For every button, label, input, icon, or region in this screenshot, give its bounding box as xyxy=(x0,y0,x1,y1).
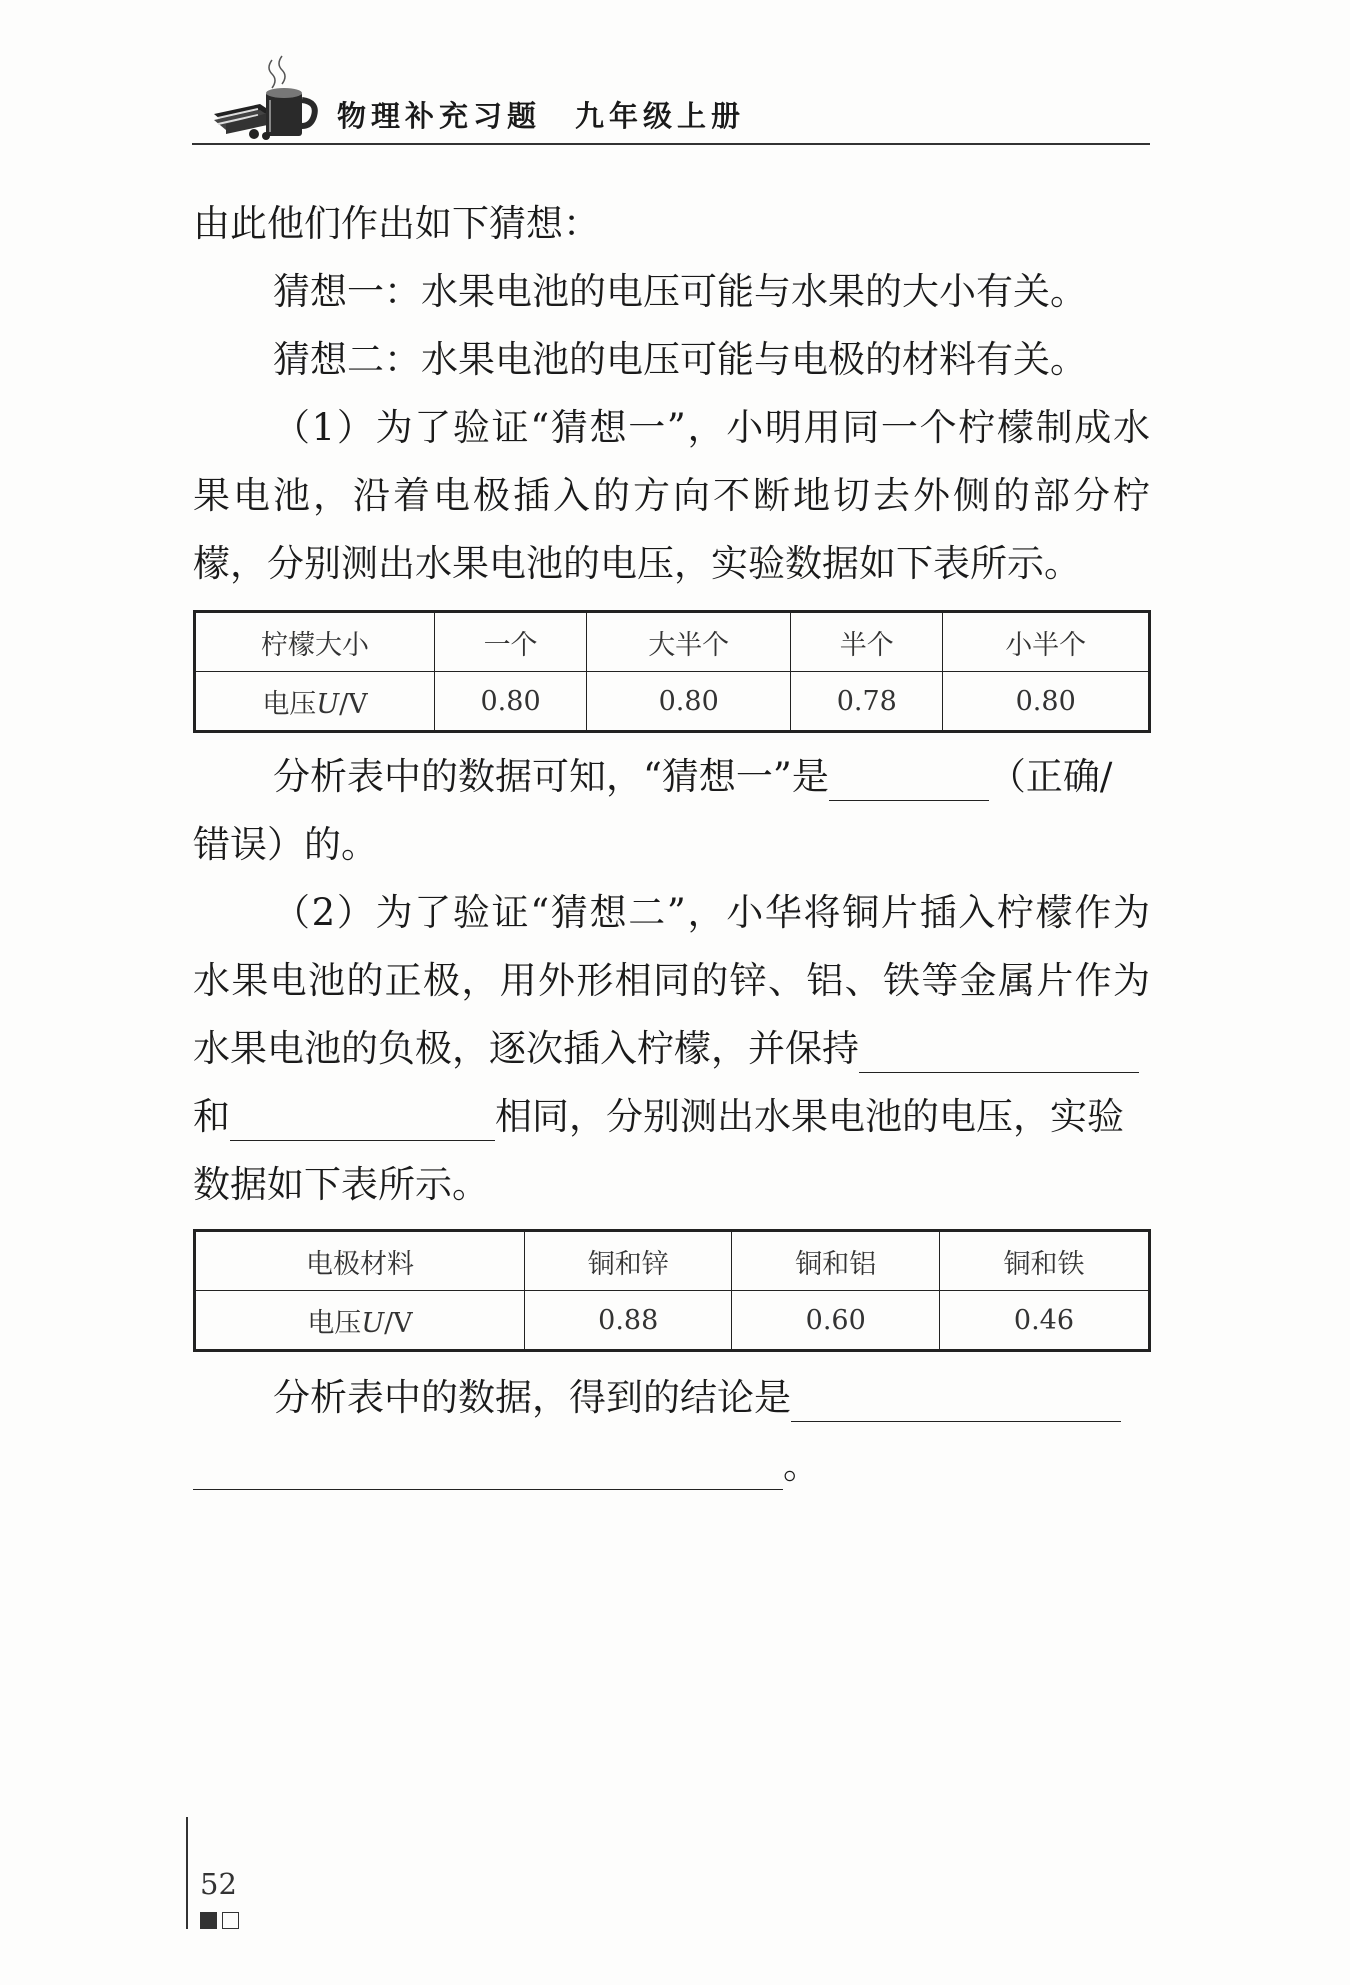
conclusion-line xyxy=(193,1364,1150,1432)
table-cell: 0.80 xyxy=(943,672,1150,732)
row-label-prefix: 电压 xyxy=(307,1307,362,1339)
question-text-after: （正确/ xyxy=(988,755,1113,798)
part2-line-4 xyxy=(193,1083,1150,1151)
question-text: 分析表中的数据可知，“猜想一”是 xyxy=(273,755,829,798)
table-header-row xyxy=(195,612,1150,672)
page-header-title xyxy=(337,94,745,135)
answer-blank-3[interactable] xyxy=(230,1098,495,1141)
table-cell: 一个 xyxy=(435,612,587,672)
table-row-label xyxy=(195,1291,525,1351)
table-cell: 0.60 xyxy=(732,1291,939,1351)
part2-line-3 xyxy=(193,1015,1150,1083)
part2-line-4-end: 相同，分别测出水果电池的电压，实验 xyxy=(495,1095,1124,1138)
table-cell: 0.88 xyxy=(525,1291,732,1351)
part2-line-1: （2）为了验证“猜想二”，小华将铜片插入柠檬作为 xyxy=(273,891,1150,934)
table-cell: 铜和锌 xyxy=(525,1231,732,1291)
grade-label: 九年级上册 xyxy=(575,99,746,133)
table-cell: 0.80 xyxy=(587,672,791,732)
row-label-prefix: 电压 xyxy=(262,688,317,720)
row-label-unit: /V xyxy=(339,688,368,720)
part2-line-3-text: 水果电池的负极，逐次插入柠檬，并保持 xyxy=(193,1027,859,1070)
conclusion-prompt: 分析表中的数据，得到的结论是 xyxy=(273,1376,791,1419)
header-rule xyxy=(192,143,1150,145)
page-footer xyxy=(186,1817,266,1937)
intro-line: 由此他们作出如下猜想： xyxy=(193,202,600,245)
part1-question-line-2: 错误）的。 xyxy=(193,823,378,866)
part1-line-2: 果电池，沿着电极插入的方向不断地切去外侧的部分柠 xyxy=(193,474,1150,517)
conclusion-end: 。 xyxy=(783,1444,820,1487)
part2-line-5: 数据如下表所示。 xyxy=(193,1163,489,1206)
filled-square-icon xyxy=(200,1912,217,1929)
books-and-mug-icon xyxy=(210,52,330,140)
table-row xyxy=(195,672,1150,732)
answer-blank-1[interactable] xyxy=(829,758,989,801)
part1-question xyxy=(193,743,1150,811)
table-cell: 电极材料 xyxy=(195,1231,525,1291)
table-cell: 大半个 xyxy=(587,612,791,672)
table-header-row xyxy=(195,1231,1150,1291)
table-cell: 铜和铁 xyxy=(939,1231,1149,1291)
row-label-var: U xyxy=(316,688,340,720)
exercise-body xyxy=(193,190,1150,1500)
part1-line-1: （1）为了验证“猜想一”，小明用同一个柠檬制成水 xyxy=(273,406,1150,449)
part1-line-3: 檬，分别测出水果电池的电压，实验数据如下表所示。 xyxy=(193,542,1081,585)
table-cell: 柠檬大小 xyxy=(195,612,435,672)
conclusion-line-2 xyxy=(193,1432,1150,1500)
row-label-unit: /V xyxy=(384,1307,413,1339)
empty-square-icon xyxy=(222,1912,239,1929)
answer-blank-2[interactable] xyxy=(859,1030,1139,1073)
lemon-size-table xyxy=(193,610,1151,733)
table-cell: 0.80 xyxy=(435,672,587,732)
row-label-var: U xyxy=(361,1307,385,1339)
hypothesis-2: 猜想二：水果电池的电压可能与电极的材料有关。 xyxy=(273,338,1087,381)
book-title: 物理补充习题 xyxy=(337,99,542,133)
electrode-material-table xyxy=(193,1229,1151,1352)
page-number: 52 xyxy=(200,1867,237,1901)
table-cell: 半个 xyxy=(791,612,943,672)
answer-blank-4[interactable] xyxy=(791,1379,1121,1422)
footer-rule xyxy=(186,1817,188,1929)
table-row xyxy=(195,1291,1150,1351)
hypothesis-1: 猜想一：水果电池的电压可能与水果的大小有关。 xyxy=(273,270,1087,313)
part2-line-4-start: 和 xyxy=(193,1095,230,1138)
answer-blank-5[interactable] xyxy=(193,1447,783,1490)
table-cell: 小半个 xyxy=(943,612,1150,672)
part2-line-2: 水果电池的正极，用外形相同的锌、铝、铁等金属片作为 xyxy=(193,959,1150,1002)
table-row-label xyxy=(195,672,435,732)
table-cell: 铜和铝 xyxy=(732,1231,939,1291)
table-cell: 0.46 xyxy=(939,1291,1149,1351)
table-cell: 0.78 xyxy=(791,672,943,732)
page-header xyxy=(192,52,1150,144)
